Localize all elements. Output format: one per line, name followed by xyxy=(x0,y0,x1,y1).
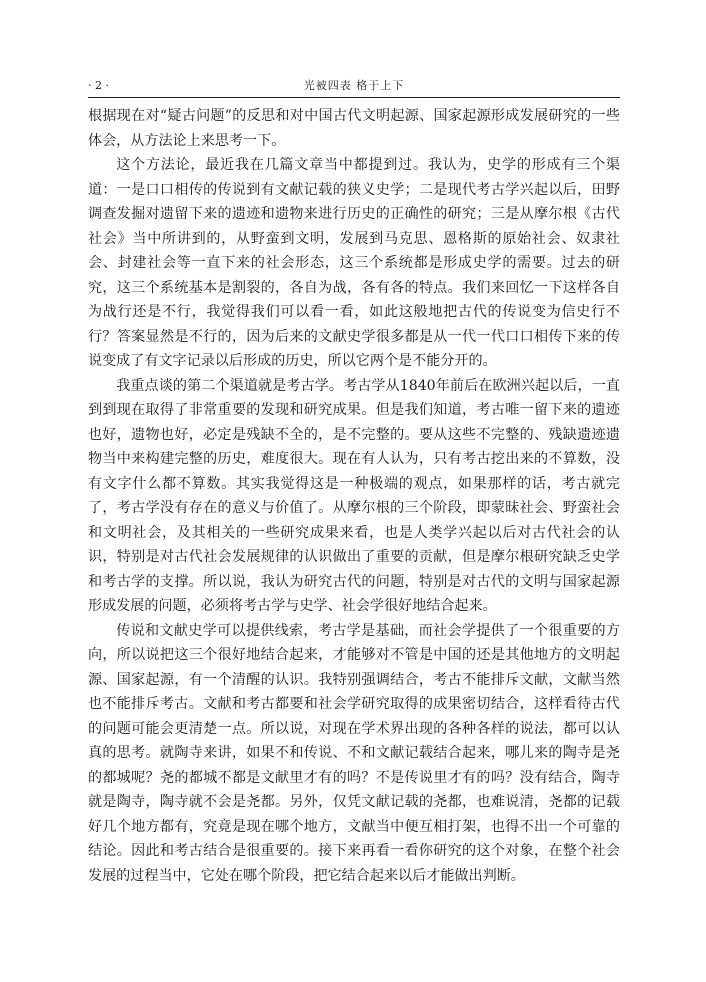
body-text xyxy=(88,104,620,888)
header-rule xyxy=(88,97,620,98)
paragraph-1: 根据现在对“疑古问题”的反思和对中国古代文明起源、国家起源形成发展研究的一些体会，从方法论上来思考一下。 xyxy=(88,108,620,149)
page-number: · 2 · xyxy=(88,79,109,92)
paragraph-3: 我重点谈的第二个渠道就是考古学。考古学从1840年前后在欧洲兴起以后，一直到到现在取得了非常重要的发现和研究成果。但是我们知道，考古唯一留下来的遗迹也好，遗物也好，必定是残缺不全的，是不完整的。要从这些不完整的、残缺遗迹遗物当中来构建完整的历史，难度很大。现在有人认为，只有考古挖出来的不算数，没有文字什么都不算数。其实我觉得这是一种极端的观点，如果那样的话，考古就完了，考古学没有存在的意义与价值了。从摩尔根的三个阶段，即蒙昧社会、野蛮社会和文明社会，及其相关的一些研究成果来看，也是人类学兴起以后对古代社会的认识，特别是对古代社会发展规律的认识做出了重要的贡献，但是摩尔根研究缺乏史学和考古学的支撑。所以说，我认为研究古代的问题，特别是对古代的文明与国家起源形成发展的问题，必须将考古学与史学、社会学很好地结合起来。 xyxy=(88,377,620,614)
paragraph-4: 传说和文献史学可以提供线索，考古学是基础，而社会学提供了一个很重要的方向，所以说把这三个很好地结合起来，才能够对不管是中国的还是其他地方的文明起源、国家起源，有一个清醒的认识。我特别强调结合，考古不能排斥文献，文献当然也不能排斥考古。文献和考古都要和社会学研究取得的成果密切结合，这样看待古代的问题可能会更清楚一点。所以说，对现在学术界出现的各种各样的说法，都可以认真的思考。就陶寺来讲，如果不和传说、不和文献记载结合起来，哪儿来的陶寺是尧的都城呢？尧的都城不都是文献里才有的吗？不是传说里才有的吗？没有结合，陶寺就是陶寺，陶寺就不会是尧都。另外，仅凭文献记载的尧都，也难说清，尧都的记载好几个地方都有，究竟是现在哪个地方，文献当中便互相打架，也得不出一个可靠的结论。因此和考古结合是很重要的。接下来再看一看你研究的这个对象，在整个社会发展的过程当中，它处在哪个阶段，把它结合起来以后才能做出判断。 xyxy=(88,622,620,884)
page-header xyxy=(88,76,620,96)
paragraph-2: 这个方法论，最近我在几篇文章当中都提到过。我认为，史学的形成有三个渠道：一是口口相传的传说到有文献记载的狭义史学；二是现代考古学兴起以后，田野调查发掘对遗留下来的遗迹和遗物来进行历史的正确性的研究；三是从摩尔根《古代社会》当中所讲到的，从野蛮到文明，发展到马克思、恩格斯的原始社会、奴隶社会、封建社会等一直下来的社会形态，这三个系统都是形成史学的需要。过去的研究，这三个系统基本是割裂的，各自为战，各有各的特点。我们来回忆一下这样各自为战行还是不行，我觉得我们可以看一看，如此这般地把古代的传说变为信史行不行？答案显然是不行的，因为后来的文献史学很多都是从一代一代口口相传下来的传说变成了有文字记录以后形成的历史，所以它两个是不能分开的。 xyxy=(88,157,620,369)
running-title: 光被四表 格于上下 xyxy=(303,79,405,92)
